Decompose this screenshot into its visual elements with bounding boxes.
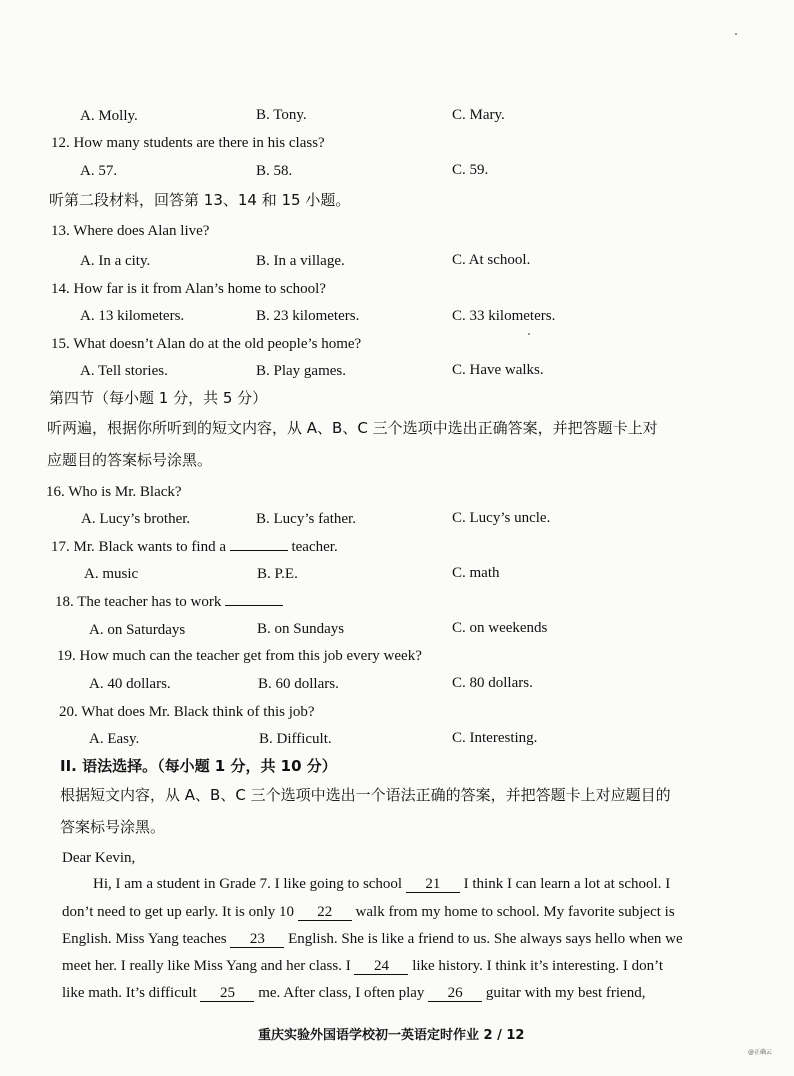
- letter-line-3-part-a: English. Miss Yang teaches: [62, 931, 227, 947]
- part4-instruction-line1: 听两遍，根据你所听到的短文内容，从 A、B、C 三个选项中选出正确答案，并把答题卡上对: [47, 419, 658, 437]
- q11-option-c: C. Mary.: [452, 107, 505, 123]
- section2-intro: 听第二段材料，回答第 13、14 和 15 小题。: [49, 191, 351, 209]
- letter-line-3-part-b: English. She is like a friend to us. She always says hello when we: [288, 931, 683, 947]
- part4-heading: 第四节（每小题 1 分，共 5 分）: [49, 389, 268, 407]
- q18-option-b: B. on Sundays: [257, 621, 345, 637]
- q17-blank: [230, 550, 288, 551]
- blank-22: 22: [298, 905, 352, 921]
- letter-line-2-part-b: walk from my home to school. My favorite subject is: [355, 904, 675, 920]
- letter-line-5: [62, 984, 732, 1002]
- q19-option-b: B. 60 dollars.: [258, 676, 339, 692]
- blank-23: 23: [230, 932, 284, 948]
- letter-greeting: Dear Kevin,: [62, 850, 136, 866]
- q18-option-c: C. on weekends: [452, 620, 548, 636]
- q13-option-b: B. In a village.: [256, 253, 345, 269]
- q13-option-c: C. At school.: [452, 252, 531, 268]
- q11-option-b: B. Tony.: [256, 107, 307, 123]
- q13-option-a: A. In a city.: [80, 253, 151, 269]
- q14-option-b: B. 23 kilometers.: [256, 308, 360, 324]
- q17-text: [51, 538, 338, 556]
- q20-option-a: A. Easy.: [89, 731, 140, 747]
- q18-text-before: 18. The teacher has to work: [55, 594, 226, 610]
- blank-25: 25: [200, 986, 254, 1002]
- scan-speck: [528, 333, 530, 335]
- grammar-instruction-line2: 答案标号涂黑。: [60, 818, 166, 836]
- q16-option-c: C. Lucy’s uncle.: [452, 510, 551, 526]
- q14-option-a: A. 13 kilometers.: [80, 308, 185, 324]
- q13-text: 13. Where does Alan live?: [51, 223, 210, 239]
- q12-text: 12. How many students are there in his class?: [51, 135, 325, 151]
- grammar-heading: II. 语法选择。（每小题 1 分，共 10 分）: [60, 757, 337, 775]
- letter-line-1-part-a: Hi, I am a student in Grade 7. I like going to school: [93, 876, 403, 892]
- grammar-instruction-line1: 根据短文内容，从 A、B、C 三个选项中选出一个语法正确的答案，并把答题卡上对应题目的: [60, 786, 671, 804]
- q16-option-b: B. Lucy’s father.: [256, 511, 356, 527]
- letter-line-3: [62, 930, 732, 948]
- q20-text: 20. What does Mr. Black think of this job?: [59, 704, 315, 720]
- letter-line-4-part-a: meet her. I really like Miss Yang and her class. I: [62, 958, 351, 974]
- q12-option-b: B. 58.: [256, 163, 293, 179]
- q20-option-b: B. Difficult.: [259, 731, 332, 747]
- q15-text: 15. What doesn’t Alan do at the old people’s home?: [51, 336, 362, 352]
- letter-line-2-part-a: don’t need to get up early. It is only 10: [62, 904, 295, 920]
- q14-text: 14. How far is it from Alan’s home to school?: [51, 281, 326, 297]
- q15-option-c: C. Have walks.: [452, 362, 544, 378]
- q14-option-c: C. 33 kilometers.: [452, 308, 556, 324]
- part4-instruction-line2: 应题目的答案标号涂黑。: [47, 451, 213, 469]
- letter-line-1-part-b: I think I can learn a lot at school. I: [463, 876, 671, 892]
- letter-line-5-part-c: guitar with my best friend,: [485, 985, 646, 1001]
- blank-24: 24: [354, 959, 408, 975]
- q16-option-a: A. Lucy’s brother.: [81, 511, 191, 527]
- q18-blank: [225, 605, 283, 606]
- q17-option-c: C. math: [452, 565, 500, 581]
- q15-option-b: B. Play games.: [256, 363, 346, 379]
- q18-option-a: A. on Saturdays: [89, 622, 186, 638]
- scan-speck: [735, 33, 737, 35]
- q11-option-a: A. Molly.: [80, 108, 138, 124]
- watermark-logo: @正确云: [748, 1049, 773, 1056]
- letter-line-5-part-b: me. After class, I often play: [258, 985, 425, 1001]
- page-footer: 重庆实验外国语学校初一英语定时作业 2 / 12: [258, 1028, 525, 1043]
- q15-option-a: A. Tell stories.: [80, 363, 168, 379]
- letter-line-4-part-b: like history. I think it’s interesting. I don’t: [412, 958, 663, 974]
- q16-text: 16. Who is Mr. Black?: [46, 484, 182, 500]
- q12-option-a: A. 57.: [80, 163, 118, 179]
- q18-text: [55, 593, 283, 611]
- q17-option-a: A. music: [84, 566, 139, 582]
- letter-line-1: [62, 875, 732, 893]
- q20-option-c: C. Interesting.: [452, 730, 538, 746]
- q19-text: 19. How much can the teacher get from this job every week?: [57, 648, 422, 664]
- q19-option-a: A. 40 dollars.: [89, 676, 171, 692]
- letter-line-2: [62, 903, 732, 921]
- q17-text-after: teacher.: [287, 539, 338, 555]
- blank-21: 21: [406, 877, 460, 893]
- q17-option-b: B. P.E.: [257, 566, 298, 582]
- letter-line-5-part-a: like math. It’s difficult: [62, 985, 197, 1001]
- q17-text-before: 17. Mr. Black wants to find a: [51, 539, 230, 555]
- blank-26: 26: [428, 986, 482, 1002]
- q12-option-c: C. 59.: [452, 162, 489, 178]
- q19-option-c: C. 80 dollars.: [452, 675, 533, 691]
- letter-line-4: [62, 957, 732, 975]
